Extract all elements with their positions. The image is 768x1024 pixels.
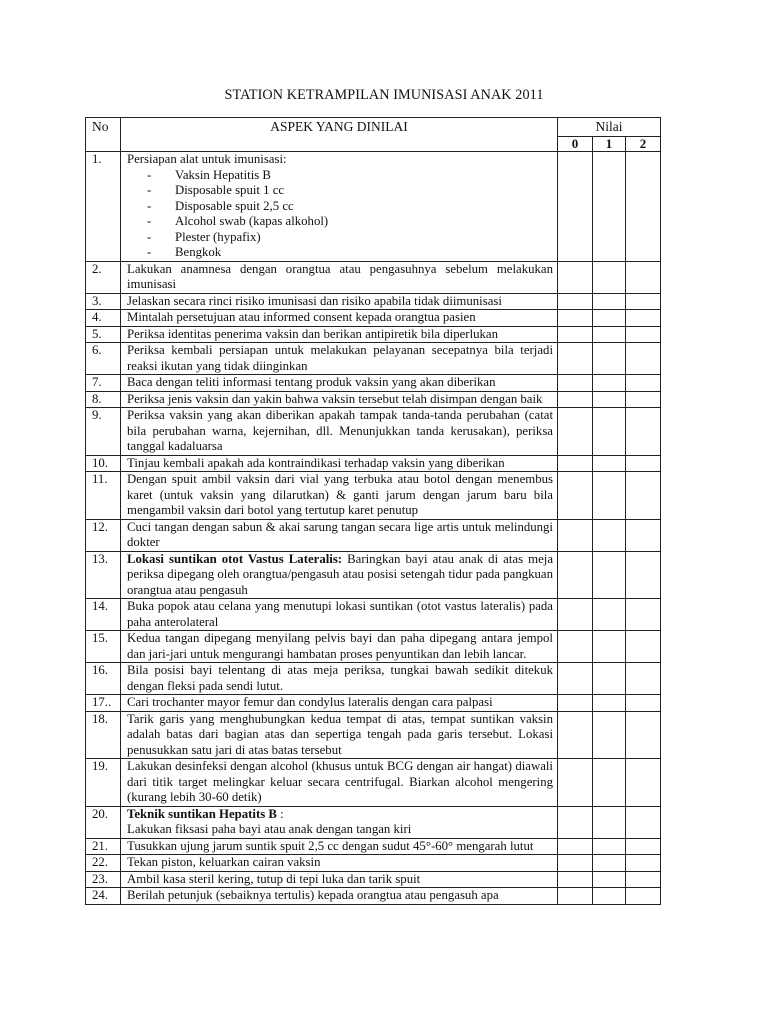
- row-number: 6.: [86, 343, 121, 375]
- score-cell-2[interactable]: [626, 631, 661, 663]
- score-cell-0[interactable]: [558, 631, 593, 663]
- score-cell-2[interactable]: [626, 871, 661, 888]
- score-cell-0[interactable]: [558, 472, 593, 520]
- row-aspect: [121, 838, 558, 855]
- row-aspect-line2: Lakukan fiksasi paha bayi atau anak dengan tangan kiri: [127, 822, 412, 836]
- row-number: 10.: [86, 455, 121, 472]
- score-cell-1[interactable]: [593, 472, 626, 520]
- score-cell-1[interactable]: [593, 631, 626, 663]
- row-aspect-text: :: [276, 806, 284, 821]
- row-aspect: [121, 472, 558, 520]
- row-aspect: [121, 695, 558, 712]
- score-cell-2[interactable]: [626, 806, 661, 838]
- score-cell-0[interactable]: [558, 806, 593, 838]
- row-aspect-text: Bila posisi bayi telentang di atas meja periksa, tungkai bawah sedikit ditekuk dengan fleksi pada sendi lutut.: [127, 663, 553, 693]
- row-aspect: [121, 293, 558, 310]
- row-number: 18.: [86, 711, 121, 759]
- header-aspek: ASPEK YANG DINILAI: [121, 118, 558, 152]
- row-number: 12.: [86, 519, 121, 551]
- row-aspect-heading: Teknik suntikan Hepatits B: [127, 806, 277, 821]
- row-aspect: [121, 455, 558, 472]
- row-aspect-text: Tekan piston, keluarkan cairan vaksin: [127, 855, 321, 869]
- row-number: 22.: [86, 855, 121, 872]
- score-cell-2[interactable]: [626, 759, 661, 807]
- score-cell-1[interactable]: [593, 326, 626, 343]
- list-dash: -: [147, 167, 152, 182]
- header-score-1: 1: [593, 137, 626, 152]
- row-aspect-text: Buka popok atau celana yang menutupi lokasi suntikan (otot vastus lateralis) pada paha anterolateral: [127, 599, 553, 629]
- score-cell-2[interactable]: [626, 326, 661, 343]
- score-cell-0[interactable]: [558, 391, 593, 408]
- row-number: 4.: [86, 310, 121, 327]
- score-cell-2[interactable]: [626, 711, 661, 759]
- score-cell-0[interactable]: [558, 888, 593, 905]
- row-aspect: [121, 551, 558, 599]
- assessment-table: [85, 117, 661, 905]
- table-row: [86, 888, 661, 905]
- header-no: No: [86, 118, 121, 152]
- row-number: 1.: [86, 152, 121, 262]
- score-cell-1[interactable]: [593, 408, 626, 456]
- score-cell-0[interactable]: [558, 663, 593, 695]
- row-number: 8.: [86, 391, 121, 408]
- score-cell-1[interactable]: [593, 293, 626, 310]
- score-cell-0[interactable]: [558, 408, 593, 456]
- row-aspect: [121, 599, 558, 631]
- score-cell-1[interactable]: [593, 551, 626, 599]
- row-aspect-heading: Lokasi suntikan otot Vastus Lateralis:: [127, 551, 343, 566]
- row-aspect-text: Jelaskan secara rinci risiko imunisasi dan risiko apabila tidak diimunisasi: [127, 293, 502, 308]
- score-cell-0[interactable]: [558, 871, 593, 888]
- table-row: [86, 599, 661, 631]
- list-item: [147, 214, 553, 230]
- list-item-text: Bengkok: [175, 245, 222, 259]
- table-row: [86, 695, 661, 712]
- score-cell-1[interactable]: [593, 759, 626, 807]
- row-aspect-text: Periksa jenis vaksin dan yakin bahwa vaksin tersebut telah disimpan dengan baik: [127, 391, 543, 406]
- row-aspect-text: Lakukan desinfeksi dengan alcohol (khusus untuk BCG dengan air hangat) diawali dari titik target melingkar keluar secara centrifugal. Biarkan alcohol mengering (kurang lebih 30-60 detik): [127, 759, 553, 804]
- row-number: 2.: [86, 261, 121, 293]
- score-cell-1[interactable]: [593, 711, 626, 759]
- row-aspect-text: Mintalah persetujuan atau informed consent kepada orangtua pasien: [127, 310, 476, 324]
- score-cell-2[interactable]: [626, 888, 661, 905]
- score-cell-2[interactable]: [626, 519, 661, 551]
- row-number: 16.: [86, 663, 121, 695]
- row-aspect: [121, 519, 558, 551]
- score-cell-0[interactable]: [558, 838, 593, 855]
- row-aspect: [121, 806, 558, 838]
- row-aspect-text: Periksa vaksin yang akan diberikan apakah tampak tanda-tanda perubahan (catat bila perubahan warna, kejernihan, dll. Menunjukkan tanda kerusakan), periksa tanggal kadaluarsa: [127, 408, 553, 453]
- row-aspect: [121, 888, 558, 905]
- row-aspect: [121, 152, 558, 262]
- table-row: [86, 759, 661, 807]
- table-row: [86, 855, 661, 872]
- score-cell-0[interactable]: [558, 711, 593, 759]
- table-row: [86, 551, 661, 599]
- row-number: 24.: [86, 888, 121, 905]
- row-number: 20.: [86, 806, 121, 838]
- list-dash: -: [147, 229, 152, 244]
- table-row: [86, 838, 661, 855]
- row-aspect: [121, 391, 558, 408]
- row-aspect-text: Baca dengan teliti informasi tentang produk vaksin yang akan diberikan: [127, 375, 496, 389]
- table-row: [86, 408, 661, 456]
- score-cell-0[interactable]: [558, 695, 593, 712]
- score-cell-2[interactable]: [626, 391, 661, 408]
- list-item: [147, 168, 553, 184]
- score-cell-0[interactable]: [558, 293, 593, 310]
- list-item: [147, 245, 553, 261]
- score-cell-2[interactable]: [626, 408, 661, 456]
- table-row: [86, 343, 661, 375]
- row-aspect-text: Persiapan alat untuk imunisasi:: [127, 152, 287, 166]
- score-cell-2[interactable]: [626, 343, 661, 375]
- table-row: [86, 293, 661, 310]
- score-cell-2[interactable]: [626, 261, 661, 293]
- list-item-text: Plester (hypafix): [175, 229, 261, 244]
- row-number: 21.: [86, 838, 121, 855]
- row-number: 17..: [86, 695, 121, 712]
- table-row: [86, 871, 661, 888]
- row-aspect: [121, 408, 558, 456]
- score-cell-1[interactable]: [593, 599, 626, 631]
- score-cell-1[interactable]: [593, 391, 626, 408]
- row-aspect-text: Periksa identitas penerima vaksin dan berikan antipiretik bila diperlukan: [127, 326, 498, 341]
- row-aspect: [121, 261, 558, 293]
- score-cell-1[interactable]: [593, 855, 626, 872]
- row-aspect: [121, 375, 558, 392]
- table-row: [86, 152, 661, 262]
- row-number: 15.: [86, 631, 121, 663]
- score-cell-1[interactable]: [593, 871, 626, 888]
- score-cell-1[interactable]: [593, 152, 626, 262]
- score-cell-1[interactable]: [593, 838, 626, 855]
- score-cell-2[interactable]: [626, 152, 661, 262]
- row-aspect: [121, 310, 558, 327]
- score-cell-0[interactable]: [558, 855, 593, 872]
- score-cell-1[interactable]: [593, 695, 626, 712]
- score-cell-0[interactable]: [558, 599, 593, 631]
- score-cell-2[interactable]: [626, 663, 661, 695]
- equipment-list: [127, 168, 553, 261]
- row-aspect: [121, 855, 558, 872]
- table-row: [86, 472, 661, 520]
- row-number: 11.: [86, 472, 121, 520]
- row-number: 19.: [86, 759, 121, 807]
- score-cell-2[interactable]: [626, 599, 661, 631]
- score-cell-2[interactable]: [626, 855, 661, 872]
- list-dash: -: [147, 245, 152, 259]
- score-cell-1[interactable]: [593, 261, 626, 293]
- score-cell-2[interactable]: [626, 838, 661, 855]
- row-number: 13.: [86, 551, 121, 599]
- score-cell-0[interactable]: [558, 519, 593, 551]
- score-cell-0[interactable]: [558, 455, 593, 472]
- list-dash: -: [147, 214, 152, 228]
- score-cell-1[interactable]: [593, 455, 626, 472]
- page-title: STATION KETRAMPILAN IMUNISASI ANAK 2011: [224, 87, 544, 103]
- row-aspect: [121, 343, 558, 375]
- table-row: [86, 261, 661, 293]
- score-cell-1[interactable]: [593, 310, 626, 327]
- score-cell-0[interactable]: [558, 759, 593, 807]
- row-aspect-text: Ambil kasa steril kering, tutup di tepi luka dan tarik spuit: [127, 871, 421, 886]
- row-aspect-text: Berilah petunjuk (sebaiknya tertulis) kepada orangtua atau pengasuh apa: [127, 888, 499, 902]
- row-number: 7.: [86, 375, 121, 392]
- score-cell-0[interactable]: [558, 310, 593, 327]
- header-score-0: 0: [558, 137, 593, 152]
- score-cell-2[interactable]: [626, 310, 661, 327]
- row-aspect-text: Tusukkan ujung jarum suntik spuit 2,5 cc dengan sudut 45°-60° mengarah lutut: [127, 838, 534, 853]
- list-item: [147, 199, 553, 215]
- row-number: 9.: [86, 408, 121, 456]
- row-aspect-text: Cuci tangan dengan sabun & akai sarung tangan secara lige artis untuk melindungi dokter: [127, 519, 553, 549]
- score-cell-2[interactable]: [626, 455, 661, 472]
- score-cell-2[interactable]: [626, 472, 661, 520]
- list-item-text: Vaksin Hepatitis B: [175, 167, 271, 182]
- table-row: [86, 711, 661, 759]
- list-dash: -: [147, 198, 152, 213]
- row-aspect: [121, 663, 558, 695]
- score-cell-1[interactable]: [593, 806, 626, 838]
- table-row: [86, 310, 661, 327]
- score-cell-0[interactable]: [558, 152, 593, 262]
- header-nilai: Nilai: [558, 118, 661, 137]
- list-item-text: Disposable spuit 2,5 cc: [175, 198, 294, 213]
- score-cell-1[interactable]: [593, 375, 626, 392]
- score-cell-2[interactable]: [626, 375, 661, 392]
- score-cell-0[interactable]: [558, 261, 593, 293]
- row-number: 3.: [86, 293, 121, 310]
- row-aspect: [121, 631, 558, 663]
- score-cell-0[interactable]: [558, 551, 593, 599]
- list-dash: -: [147, 183, 152, 197]
- table-row: [86, 806, 661, 838]
- row-aspect: [121, 759, 558, 807]
- list-item-text: Alcohol swab (kapas alkohol): [175, 214, 329, 228]
- row-aspect-text: Cari trochanter mayor femur dan condylus lateralis dengan cara palpasi: [127, 695, 493, 709]
- table-row: [86, 375, 661, 392]
- row-aspect-text: Dengan spuit ambil vaksin dari vial yang terbuka atau botol dengan menembus karet (untuk vaksin yang dilarutkan) & ganti jarum dengan jarum baru bila mengambil vaksin dari botol yang tertutup karet penutup: [127, 472, 553, 517]
- score-cell-0[interactable]: [558, 343, 593, 375]
- row-number: 5.: [86, 326, 121, 343]
- row-aspect-text: Tinjau kembali apakah ada kontraindikasi terhadap vaksin yang diberikan: [127, 455, 505, 470]
- row-number: 14.: [86, 599, 121, 631]
- table-row: [86, 663, 661, 695]
- list-item: [147, 230, 553, 246]
- score-cell-2[interactable]: [626, 293, 661, 310]
- score-cell-1[interactable]: [593, 663, 626, 695]
- list-item: [147, 183, 553, 199]
- score-cell-0[interactable]: [558, 375, 593, 392]
- header-score-2: 2: [626, 137, 661, 152]
- row-aspect-text: Periksa kembali persiapan untuk melakukan pelayanan secepatnya bila terjadi reaksi ikutan yang tidak diinginkan: [127, 343, 553, 373]
- score-cell-1[interactable]: [593, 343, 626, 375]
- score-cell-1[interactable]: [593, 888, 626, 905]
- row-aspect: [121, 871, 558, 888]
- row-aspect: [121, 326, 558, 343]
- row-number: 23.: [86, 871, 121, 888]
- score-cell-2[interactable]: [626, 551, 661, 599]
- table-row: [86, 391, 661, 408]
- row-aspect-text: Baringkan bayi atau anak di atas meja periksa dipegang oleh orangtua/pengasuh atau posisi setengah tidur pada pangkuan orangtua atau pengasuh: [127, 551, 553, 597]
- table-row: [86, 326, 661, 343]
- table-row: [86, 631, 661, 663]
- table-row: [86, 455, 661, 472]
- score-cell-1[interactable]: [593, 519, 626, 551]
- row-aspect: [121, 711, 558, 759]
- row-aspect-text: Kedua tangan dipegang menyilang pelvis bayi dan paha dipegang antara jempol dan jari-jari untuk mengurangi hambatan proses penyuntikan dan lebih lancar.: [127, 631, 553, 661]
- table-body: [86, 152, 661, 905]
- table-row: [86, 519, 661, 551]
- score-cell-2[interactable]: [626, 695, 661, 712]
- list-item-text: Disposable spuit 1 cc: [175, 183, 285, 197]
- row-aspect-text: Tarik garis yang menghubungkan kedua tempat di atas, tempat suntikan vaksin adalah batas dari bagian atas dan sepertiga tengah pada garis tersebut. Lokasi penusukkan satu jari di atas batas tersebut: [127, 711, 553, 757]
- row-aspect-text: Lakukan anamnesa dengan orangtua atau pengasuhnya sebelum melakukan imunisasi: [127, 261, 553, 291]
- score-cell-0[interactable]: [558, 326, 593, 343]
